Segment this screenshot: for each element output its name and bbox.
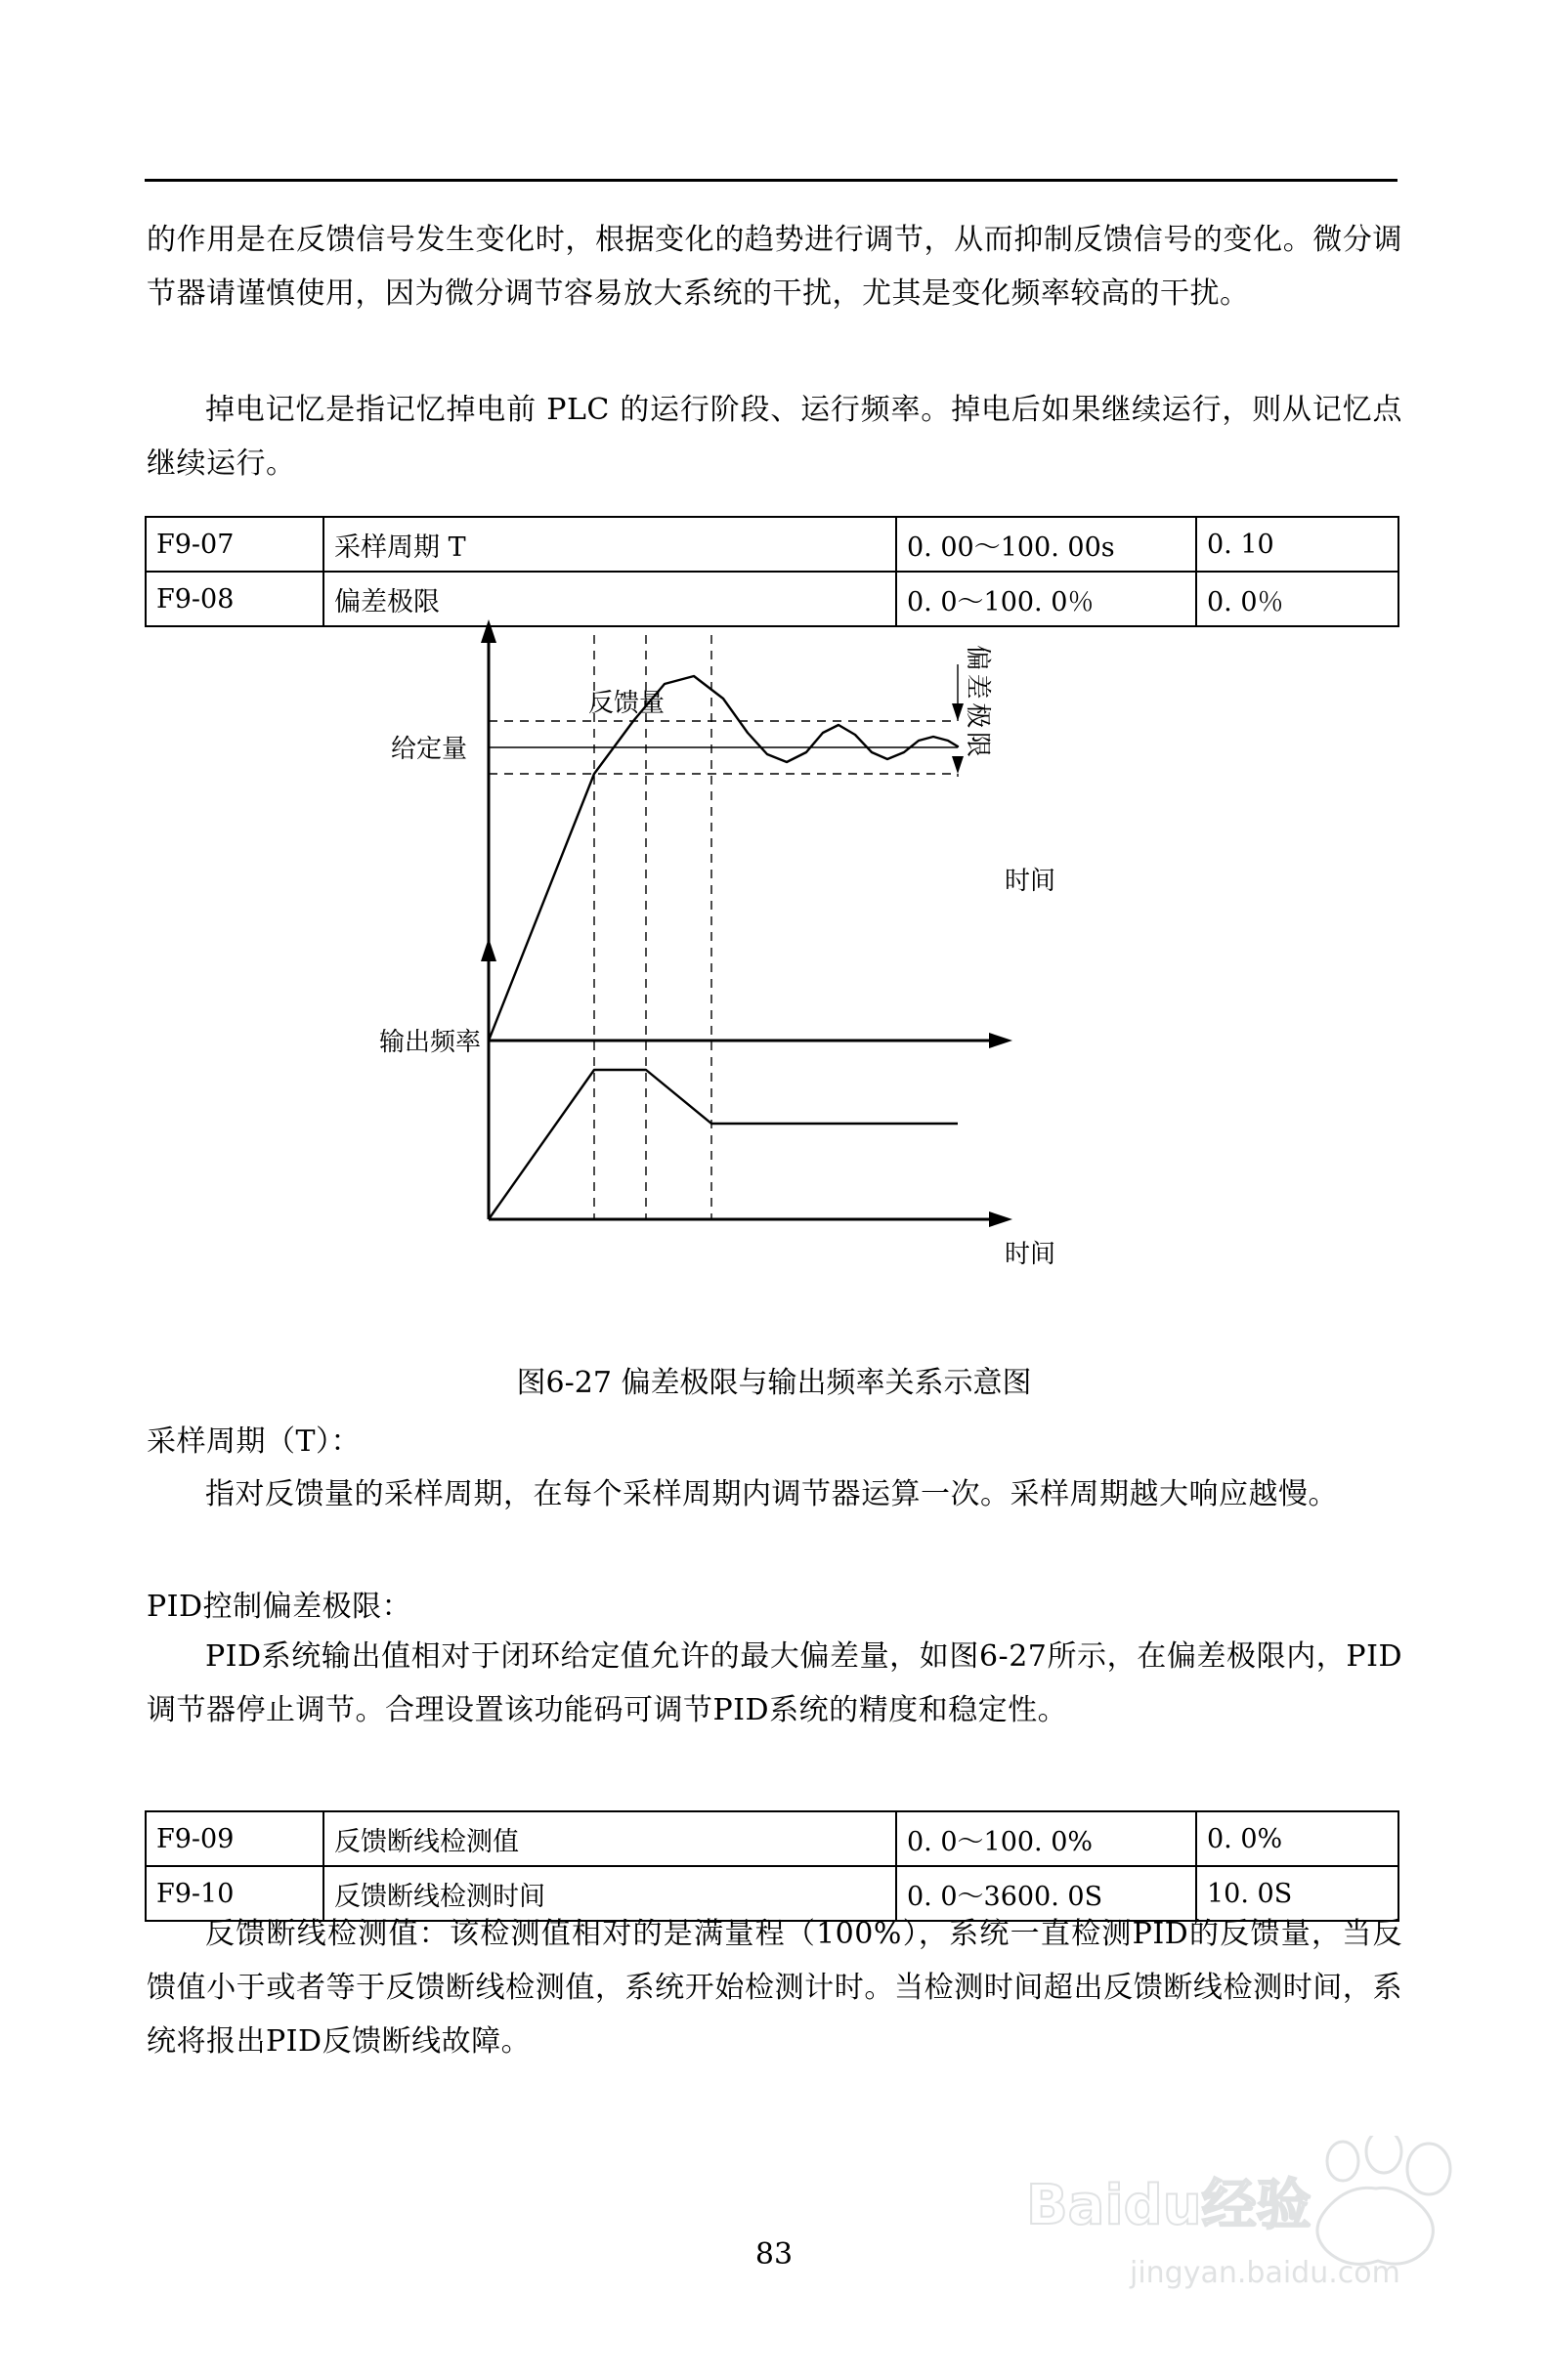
- param-default: 10. 0S: [1196, 1866, 1398, 1921]
- figure-6-27: [371, 606, 1173, 1348]
- param-name: 反馈断线检测时间: [323, 1866, 896, 1921]
- param-code: F9-10: [146, 1866, 323, 1921]
- watermark: [1020, 2136, 1489, 2321]
- param-range: 0. 0～3600. 0S: [896, 1866, 1196, 1921]
- table-row: [146, 1811, 1398, 1866]
- figure-label-feedback: 反馈量: [588, 689, 666, 718]
- param-default: 0. 10: [1196, 517, 1398, 572]
- param-default: 0. 0％: [1196, 572, 1398, 626]
- watermark-url: jingyan.baidu.com: [1130, 2256, 1400, 2290]
- header-rule: [145, 179, 1398, 182]
- heading-sampling-period: 采样周期（T）：: [147, 1424, 362, 1459]
- figure-caption: 图6-27 偏差极限与输出频率关系示意图: [516, 1366, 1032, 1400]
- figure-label-setpoint: 给定量: [391, 735, 468, 764]
- param-range: 0. 0～100. 0%: [896, 1811, 1196, 1866]
- param-name: 采样周期 T: [323, 517, 896, 572]
- watermark-brand: Baidu经验: [1026, 2174, 1312, 2237]
- figure-label-deviation-limit: 偏差极限: [963, 645, 992, 757]
- param-code: F9-08: [146, 572, 323, 626]
- paragraph-pid-deviation-limit: PID系统输出值相对于闭环给定值允许的最大偏差量，如图6-27所示，在偏差极限内，PID调节器停止调节。合理设置该功能码可调节PID系统的精度和稳定性。: [147, 1639, 1402, 1727]
- paragraph-plc-memory: 掉电记忆是指记忆掉电前 PLC 的运行阶段、运行频率。掉电后如果继续运行，则从记忆点继续运行。: [147, 393, 1402, 481]
- param-code: F9-09: [146, 1811, 323, 1866]
- paragraph-sampling-period: 指对反馈量的采样周期，在每个采样周期内调节器运算一次。采样周期越大响应越慢。: [205, 1477, 1338, 1511]
- param-name: 偏差极限: [323, 572, 896, 626]
- figure-label-time-bottom: 时间: [1005, 1240, 1056, 1269]
- param-range: 0. 00～100. 00s: [896, 517, 1196, 572]
- param-default: 0. 0%: [1196, 1811, 1398, 1866]
- paragraph-intro: 的作用是在反馈信号发生变化时，根据变化的趋势进行调节，从而抑制反馈信号的变化。微分调节器请谨慎使用，因为微分调节容易放大系统的干扰，尤其是变化频率较高的干扰。: [147, 223, 1402, 311]
- param-range: 0. 0～100. 0％: [896, 572, 1196, 626]
- heading-pid-deviation-limit: PID控制偏差极限：: [147, 1590, 412, 1624]
- table-row: [146, 517, 1398, 572]
- paragraph-feedback-break-detection: 反馈断线检测值：该检测值相对的是满量程（100%），系统一直检测PID的反馈量，当反馈值小于或者等于反馈断线检测值，系统开始检测计时。当检测时间超出反馈断线检测时间，系统将报出PID反馈断线故障。: [147, 1917, 1402, 2059]
- figure-label-time-top: 时间: [1005, 867, 1056, 896]
- param-name: 反馈断线检测值: [323, 1811, 896, 1866]
- param-code: F9-07: [146, 517, 323, 572]
- page-number: 83: [754, 2237, 794, 2272]
- parameter-table-f9-09: [145, 1810, 1399, 1922]
- figure-label-output-frequency: 输出频率: [379, 1028, 482, 1057]
